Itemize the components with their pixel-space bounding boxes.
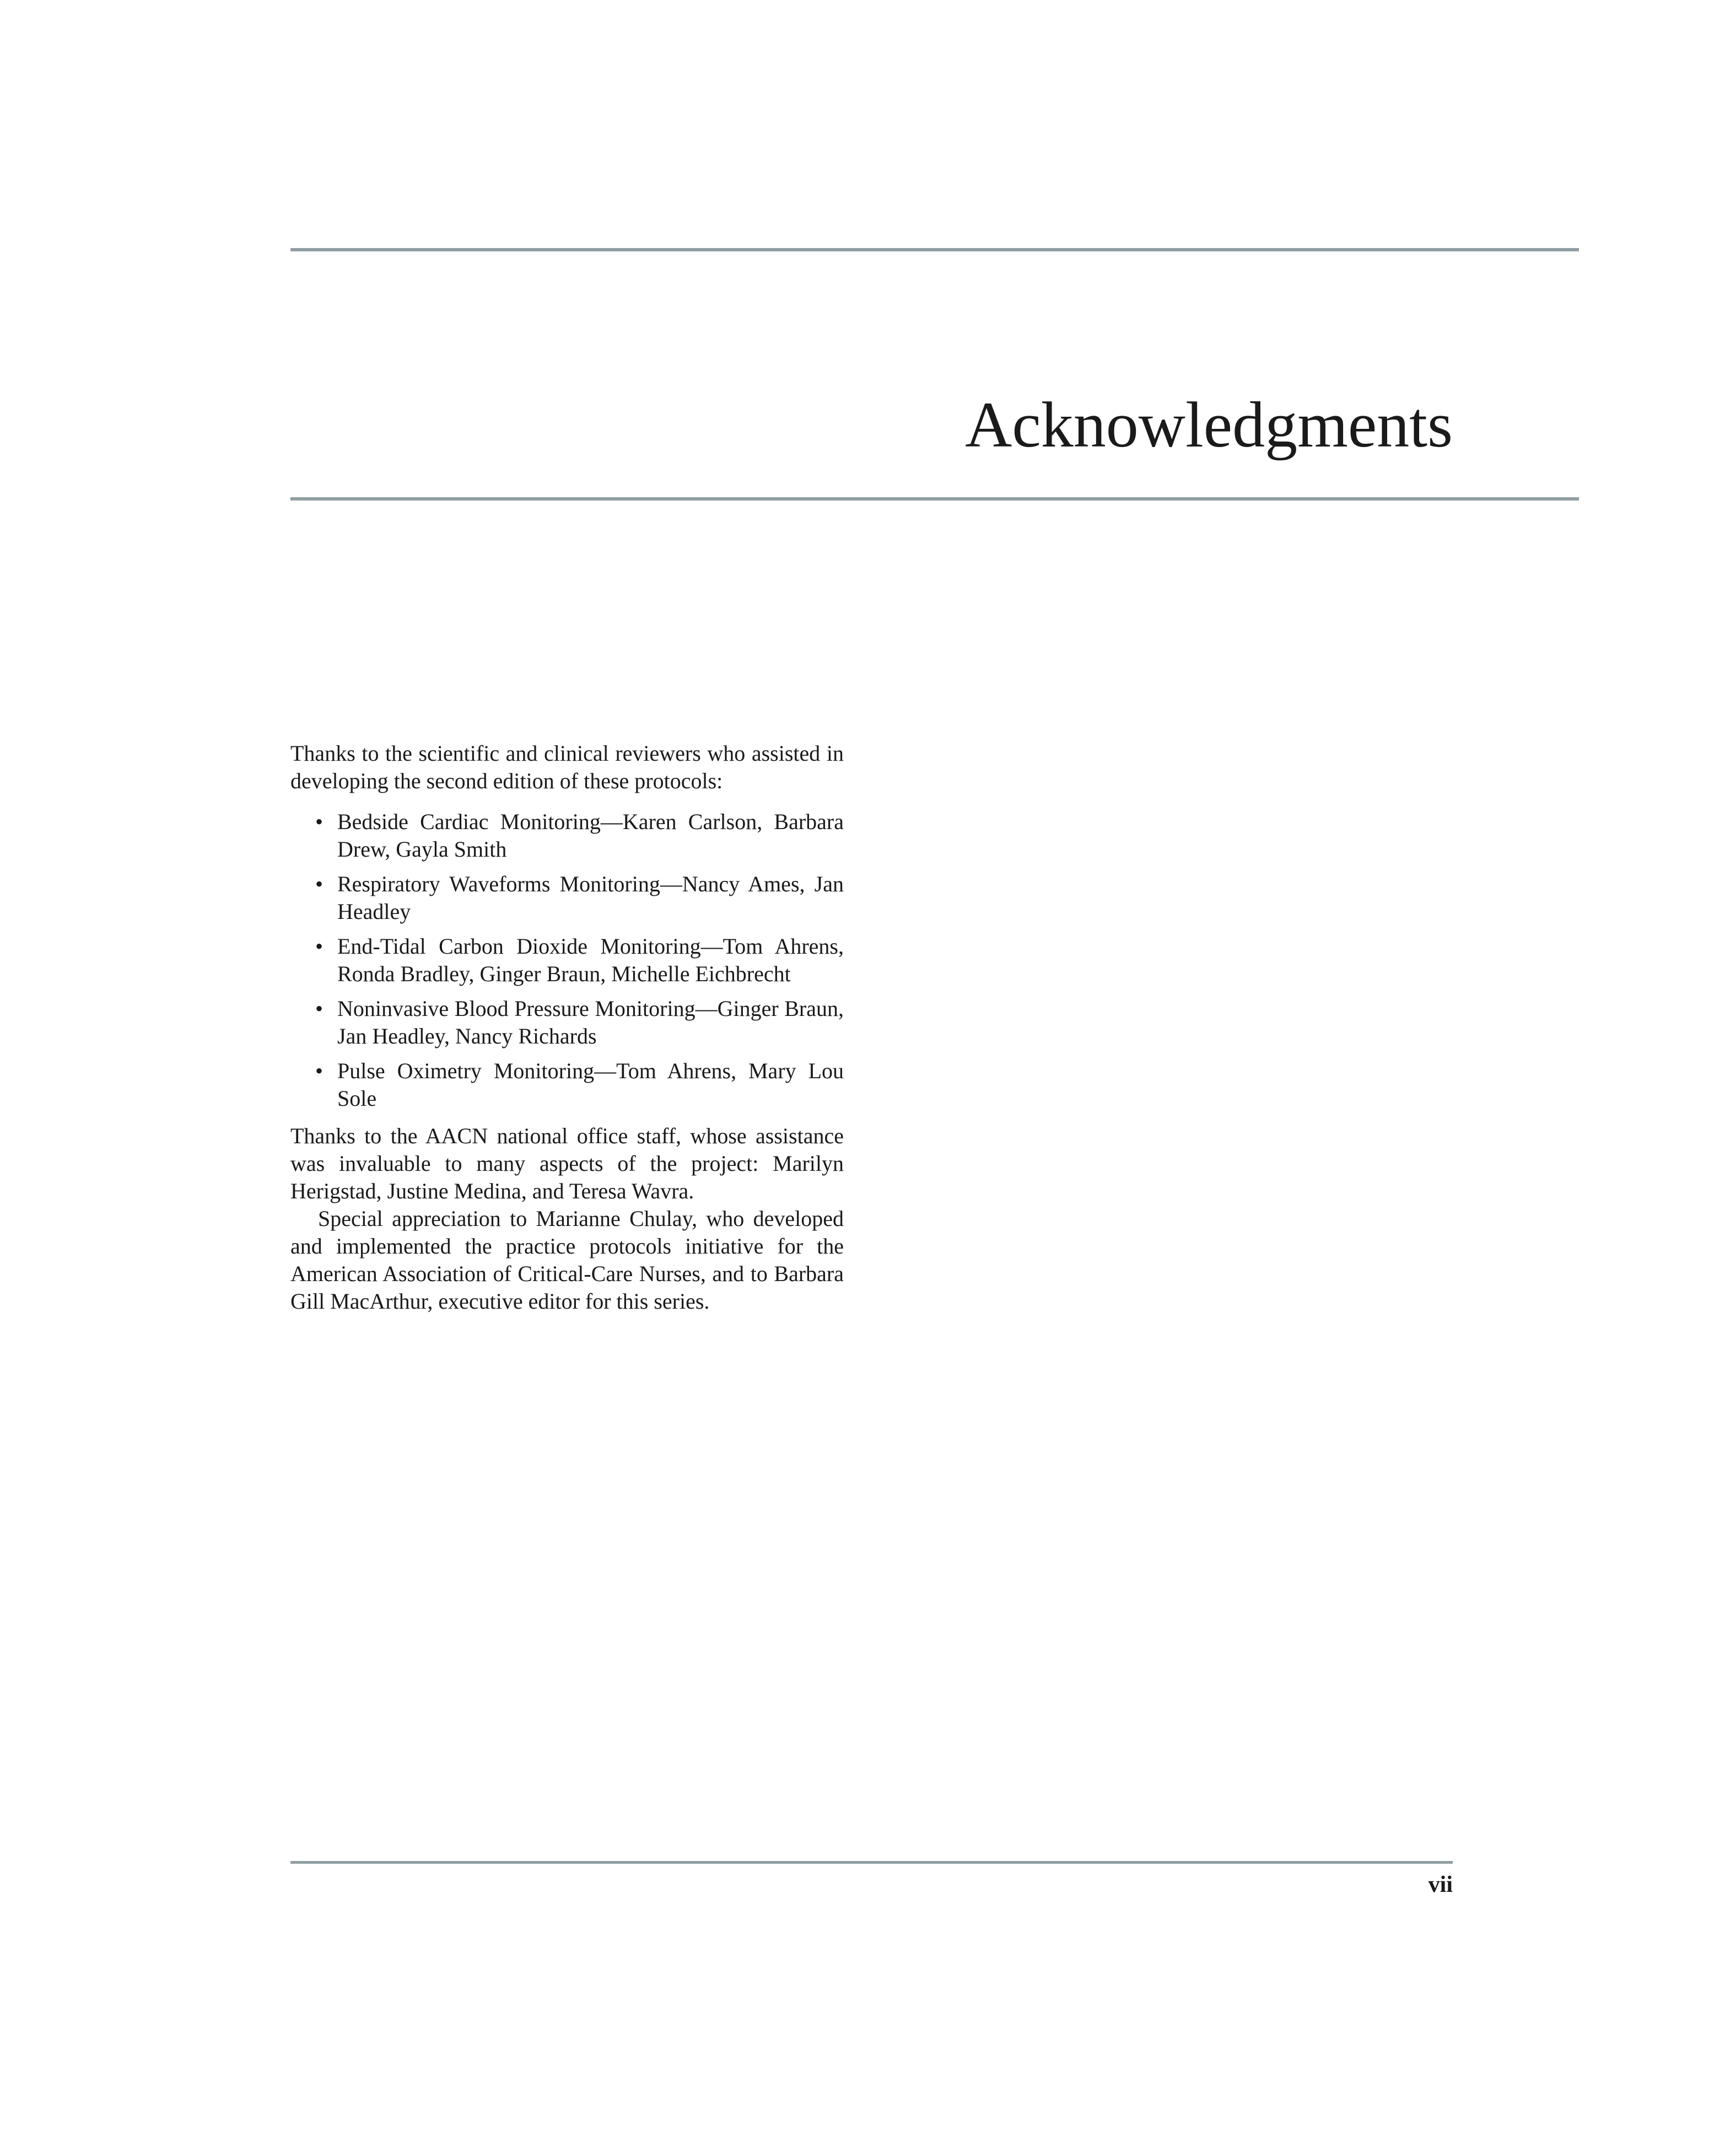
special-thanks-paragraph: Special appreciation to Marianne Chulay, who developed and implemented the practice protocols initiative for the American Association of Critical-Care Nurses, and to Barbara Gill MacArthur, executive editor for this series. — [290, 1206, 844, 1314]
page-title: Acknowledgments — [965, 389, 1453, 461]
acknowledgments-body — [290, 740, 844, 1315]
header-top-rule — [290, 248, 1579, 251]
header-bottom-rule — [290, 497, 1579, 501]
bullet-icon: • — [315, 934, 324, 959]
reviewer-entry: End-Tidal Carbon Dioxide Monitoring—Tom Ahrens, Ronda Bradley, Ginger Braun, Michelle Eichbrecht — [337, 934, 844, 986]
reviewer-entry: Bedside Cardiac Monitoring—Karen Carlson, Barbara Drew, Gayla Smith — [337, 809, 844, 862]
list-item — [290, 995, 844, 1050]
staff-thanks-paragraph: Thanks to the AACN national office staff, whose assistance was invaluable to many aspects of the project: Marilyn Herigstad, Justine Medina, and Teresa Wavra. — [290, 1123, 844, 1203]
reviewer-entry: Noninvasive Blood Pressure Monitoring—Ginger Braun, Jan Headley, Nancy Richards — [337, 996, 844, 1048]
page-number: vii — [1428, 1872, 1453, 1897]
reviewer-entry: Respiratory Waveforms Monitoring—Nancy Ames, Jan Headley — [337, 872, 844, 924]
bullet-icon: • — [315, 1058, 324, 1083]
bullet-icon: • — [315, 809, 324, 834]
list-item — [290, 870, 844, 926]
reviewer-entry: Pulse Oximetry Monitoring—Tom Ahrens, Mary Lou Sole — [337, 1058, 844, 1111]
bullet-icon: • — [315, 996, 324, 1021]
footer-rule — [290, 1861, 1453, 1864]
intro-paragraph: Thanks to the scientific and clinical reviewers who assisted in developing the second edition of these protocols: — [290, 741, 844, 793]
bullet-icon: • — [315, 872, 324, 896]
list-item — [290, 1057, 844, 1112]
list-item — [290, 808, 844, 863]
reviewer-list — [290, 808, 844, 1112]
list-item — [290, 933, 844, 988]
